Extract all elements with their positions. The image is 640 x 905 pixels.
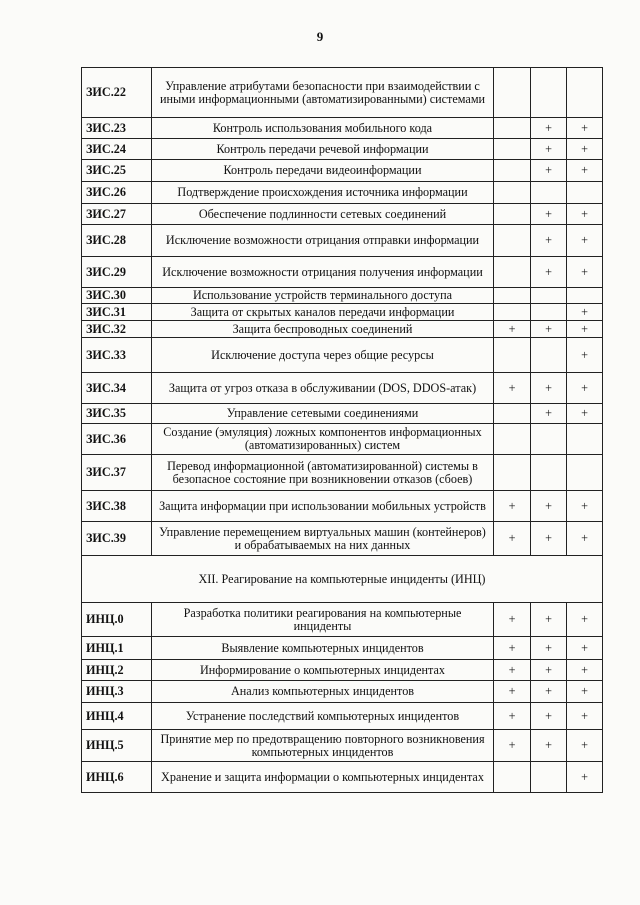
protection-class-3-mark: + xyxy=(567,118,603,139)
protection-class-2-mark: + xyxy=(531,225,567,257)
table-row xyxy=(82,182,603,204)
protection-class-2-mark xyxy=(531,455,567,491)
table-row xyxy=(82,68,603,118)
measure-description: Защита информации при использовании мобильных устройств xyxy=(152,491,494,522)
measure-description: Выявление компьютерных инцидентов xyxy=(152,637,494,660)
protection-class-3-mark xyxy=(567,455,603,491)
protection-class-2-mark: + xyxy=(531,522,567,556)
protection-class-2-mark xyxy=(531,762,567,793)
protection-class-2-mark xyxy=(531,182,567,204)
table-row xyxy=(82,703,603,730)
protection-class-3-mark: + xyxy=(567,637,603,660)
measure-description: Использование устройств терминального доступа xyxy=(152,288,494,304)
protection-class-1-mark xyxy=(494,288,531,304)
section-header-row xyxy=(82,556,603,603)
protection-class-1-mark: + xyxy=(494,491,531,522)
protection-class-2-mark: + xyxy=(531,681,567,703)
protection-class-3-mark: + xyxy=(567,304,603,321)
protection-class-2-mark: + xyxy=(531,703,567,730)
protection-class-1-mark: + xyxy=(494,603,531,637)
protection-class-1-mark: + xyxy=(494,730,531,762)
protection-class-1-mark: + xyxy=(494,681,531,703)
measure-code: ЗИС.34 xyxy=(82,373,152,404)
table-row xyxy=(82,522,603,556)
measure-code: ИНЦ.6 xyxy=(82,762,152,793)
protection-class-1-mark xyxy=(494,424,531,455)
protection-class-3-mark xyxy=(567,424,603,455)
protection-class-3-mark xyxy=(567,68,603,118)
table-row xyxy=(82,660,603,681)
measure-description: Анализ компьютерных инцидентов xyxy=(152,681,494,703)
measure-code: ИНЦ.0 xyxy=(82,603,152,637)
protection-class-2-mark: + xyxy=(531,491,567,522)
protection-class-3-mark: + xyxy=(567,373,603,404)
measure-description: Разработка политики реагирования на компьютерные инциденты xyxy=(152,603,494,637)
protection-class-1-mark xyxy=(494,204,531,225)
table-row xyxy=(82,637,603,660)
measure-description: Информирование о компьютерных инцидентах xyxy=(152,660,494,681)
table-row xyxy=(82,288,603,304)
measure-description: Защита от угроз отказа в обслуживании (DOS, DDOS-атак) xyxy=(152,373,494,404)
protection-class-1-mark xyxy=(494,225,531,257)
table-row xyxy=(82,730,603,762)
table-row xyxy=(82,491,603,522)
measure-code: ЗИС.32 xyxy=(82,321,152,338)
measure-code: ЗИС.23 xyxy=(82,118,152,139)
protection-class-3-mark: + xyxy=(567,660,603,681)
table-row xyxy=(82,304,603,321)
protection-class-2-mark: + xyxy=(531,603,567,637)
table-row xyxy=(82,404,603,424)
protection-class-2-mark xyxy=(531,424,567,455)
measure-code: ИНЦ.5 xyxy=(82,730,152,762)
protection-class-3-mark: + xyxy=(567,404,603,424)
protection-class-3-mark: + xyxy=(567,491,603,522)
protection-class-1-mark: + xyxy=(494,703,531,730)
security-measures-table xyxy=(81,67,603,793)
table-row xyxy=(82,321,603,338)
table-row xyxy=(82,681,603,703)
measure-code: ЗИС.33 xyxy=(82,338,152,373)
protection-class-2-mark: + xyxy=(531,660,567,681)
measure-description: Контроль передачи речевой информации xyxy=(152,139,494,160)
protection-class-1-mark: + xyxy=(494,373,531,404)
protection-class-3-mark: + xyxy=(567,681,603,703)
table-row xyxy=(82,762,603,793)
measure-code: ЗИС.27 xyxy=(82,204,152,225)
protection-class-1-mark xyxy=(494,304,531,321)
protection-class-3-mark: + xyxy=(567,703,603,730)
protection-class-2-mark xyxy=(531,304,567,321)
measure-description: Хранение и защита информации о компьютерных инцидентах xyxy=(152,762,494,793)
protection-class-3-mark: + xyxy=(567,603,603,637)
measure-description: Контроль использования мобильного кода xyxy=(152,118,494,139)
measure-description: Перевод информационной (автоматизированной) системы в безопасное состояние при возникновении отказов (сбоев) xyxy=(152,455,494,491)
table-row xyxy=(82,118,603,139)
protection-class-2-mark: + xyxy=(531,321,567,338)
protection-class-1-mark xyxy=(494,182,531,204)
section-title: XII. Реагирование на компьютерные инциденты (ИНЦ) xyxy=(82,556,603,603)
protection-class-1-mark xyxy=(494,404,531,424)
protection-class-1-mark: + xyxy=(494,660,531,681)
protection-class-3-mark: + xyxy=(567,730,603,762)
measure-code: ЗИС.30 xyxy=(82,288,152,304)
measure-code: ЗИС.35 xyxy=(82,404,152,424)
measure-description: Управление атрибутами безопасности при взаимодействии с иными информационными (автоматизированными) системами xyxy=(152,68,494,118)
measure-code: ИНЦ.2 xyxy=(82,660,152,681)
measure-description: Устранение последствий компьютерных инцидентов xyxy=(152,703,494,730)
table-row xyxy=(82,257,603,288)
measure-code: ЗИС.31 xyxy=(82,304,152,321)
protection-class-1-mark xyxy=(494,160,531,182)
table-section-inc xyxy=(82,556,603,603)
table-row xyxy=(82,338,603,373)
protection-class-3-mark: + xyxy=(567,225,603,257)
protection-class-2-mark: + xyxy=(531,404,567,424)
measure-description: Принятие мер по предотвращению повторного возникновения компьютерных инцидентов xyxy=(152,730,494,762)
protection-class-1-mark: + xyxy=(494,637,531,660)
table-row xyxy=(82,455,603,491)
measure-description: Подтверждение происхождения источника информации xyxy=(152,182,494,204)
table-row xyxy=(82,424,603,455)
protection-class-3-mark: + xyxy=(567,338,603,373)
protection-class-2-mark: + xyxy=(531,257,567,288)
table-body-zis xyxy=(82,68,603,556)
protection-class-3-mark: + xyxy=(567,204,603,225)
protection-class-1-mark: + xyxy=(494,522,531,556)
measure-description: Управление перемещением виртуальных машин (контейнеров) и обрабатываемых на них данных xyxy=(152,522,494,556)
measure-description: Защита от скрытых каналов передачи информации xyxy=(152,304,494,321)
protection-class-2-mark: + xyxy=(531,160,567,182)
protection-class-2-mark xyxy=(531,68,567,118)
table-row xyxy=(82,160,603,182)
measure-code: ИНЦ.3 xyxy=(82,681,152,703)
measure-code: ЗИС.24 xyxy=(82,139,152,160)
protection-class-3-mark: + xyxy=(567,257,603,288)
protection-class-2-mark: + xyxy=(531,637,567,660)
measure-code: ЗИС.36 xyxy=(82,424,152,455)
measure-code: ЗИС.28 xyxy=(82,225,152,257)
table-row xyxy=(82,603,603,637)
protection-class-2-mark xyxy=(531,338,567,373)
measure-code: ИНЦ.1 xyxy=(82,637,152,660)
measure-code: ЗИС.25 xyxy=(82,160,152,182)
protection-class-3-mark: + xyxy=(567,522,603,556)
protection-class-2-mark: + xyxy=(531,118,567,139)
measure-description: Обеспечение подлинности сетевых соединений xyxy=(152,204,494,225)
measure-description: Исключение доступа через общие ресурсы xyxy=(152,338,494,373)
protection-class-3-mark xyxy=(567,182,603,204)
protection-class-1-mark xyxy=(494,455,531,491)
protection-class-2-mark: + xyxy=(531,373,567,404)
protection-class-3-mark: + xyxy=(567,762,603,793)
measure-description: Защита беспроводных соединений xyxy=(152,321,494,338)
table-row xyxy=(82,373,603,404)
protection-class-2-mark: + xyxy=(531,204,567,225)
measure-code: ЗИС.37 xyxy=(82,455,152,491)
protection-class-2-mark: + xyxy=(531,139,567,160)
protection-class-3-mark xyxy=(567,288,603,304)
table-row xyxy=(82,225,603,257)
measure-code: ЗИС.29 xyxy=(82,257,152,288)
protection-class-1-mark xyxy=(494,257,531,288)
measure-code: ЗИС.22 xyxy=(82,68,152,118)
page-number: 9 xyxy=(316,29,324,44)
measure-description: Контроль передачи видеоинформации xyxy=(152,160,494,182)
measure-description: Исключение возможности отрицания получения информации xyxy=(152,257,494,288)
measure-description: Создание (эмуляция) ложных компонентов информационных (автоматизированных) систем xyxy=(152,424,494,455)
protection-class-1-mark xyxy=(494,338,531,373)
measure-code: ЗИС.39 xyxy=(82,522,152,556)
protection-class-2-mark: + xyxy=(531,730,567,762)
table-row xyxy=(82,139,603,160)
measure-description: Исключение возможности отрицания отправки информации xyxy=(152,225,494,257)
table-body-inc xyxy=(82,603,603,793)
protection-class-1-mark xyxy=(494,139,531,160)
protection-class-1-mark xyxy=(494,762,531,793)
protection-class-3-mark: + xyxy=(567,321,603,338)
protection-class-1-mark xyxy=(494,68,531,118)
measure-code: ИНЦ.4 xyxy=(82,703,152,730)
protection-class-3-mark: + xyxy=(567,139,603,160)
protection-class-1-mark: + xyxy=(494,321,531,338)
measure-description: Управление сетевыми соединениями xyxy=(152,404,494,424)
measure-code: ЗИС.38 xyxy=(82,491,152,522)
table-row xyxy=(82,204,603,225)
protection-class-1-mark xyxy=(494,118,531,139)
measure-code: ЗИС.26 xyxy=(82,182,152,204)
protection-class-3-mark: + xyxy=(567,160,603,182)
protection-class-2-mark xyxy=(531,288,567,304)
